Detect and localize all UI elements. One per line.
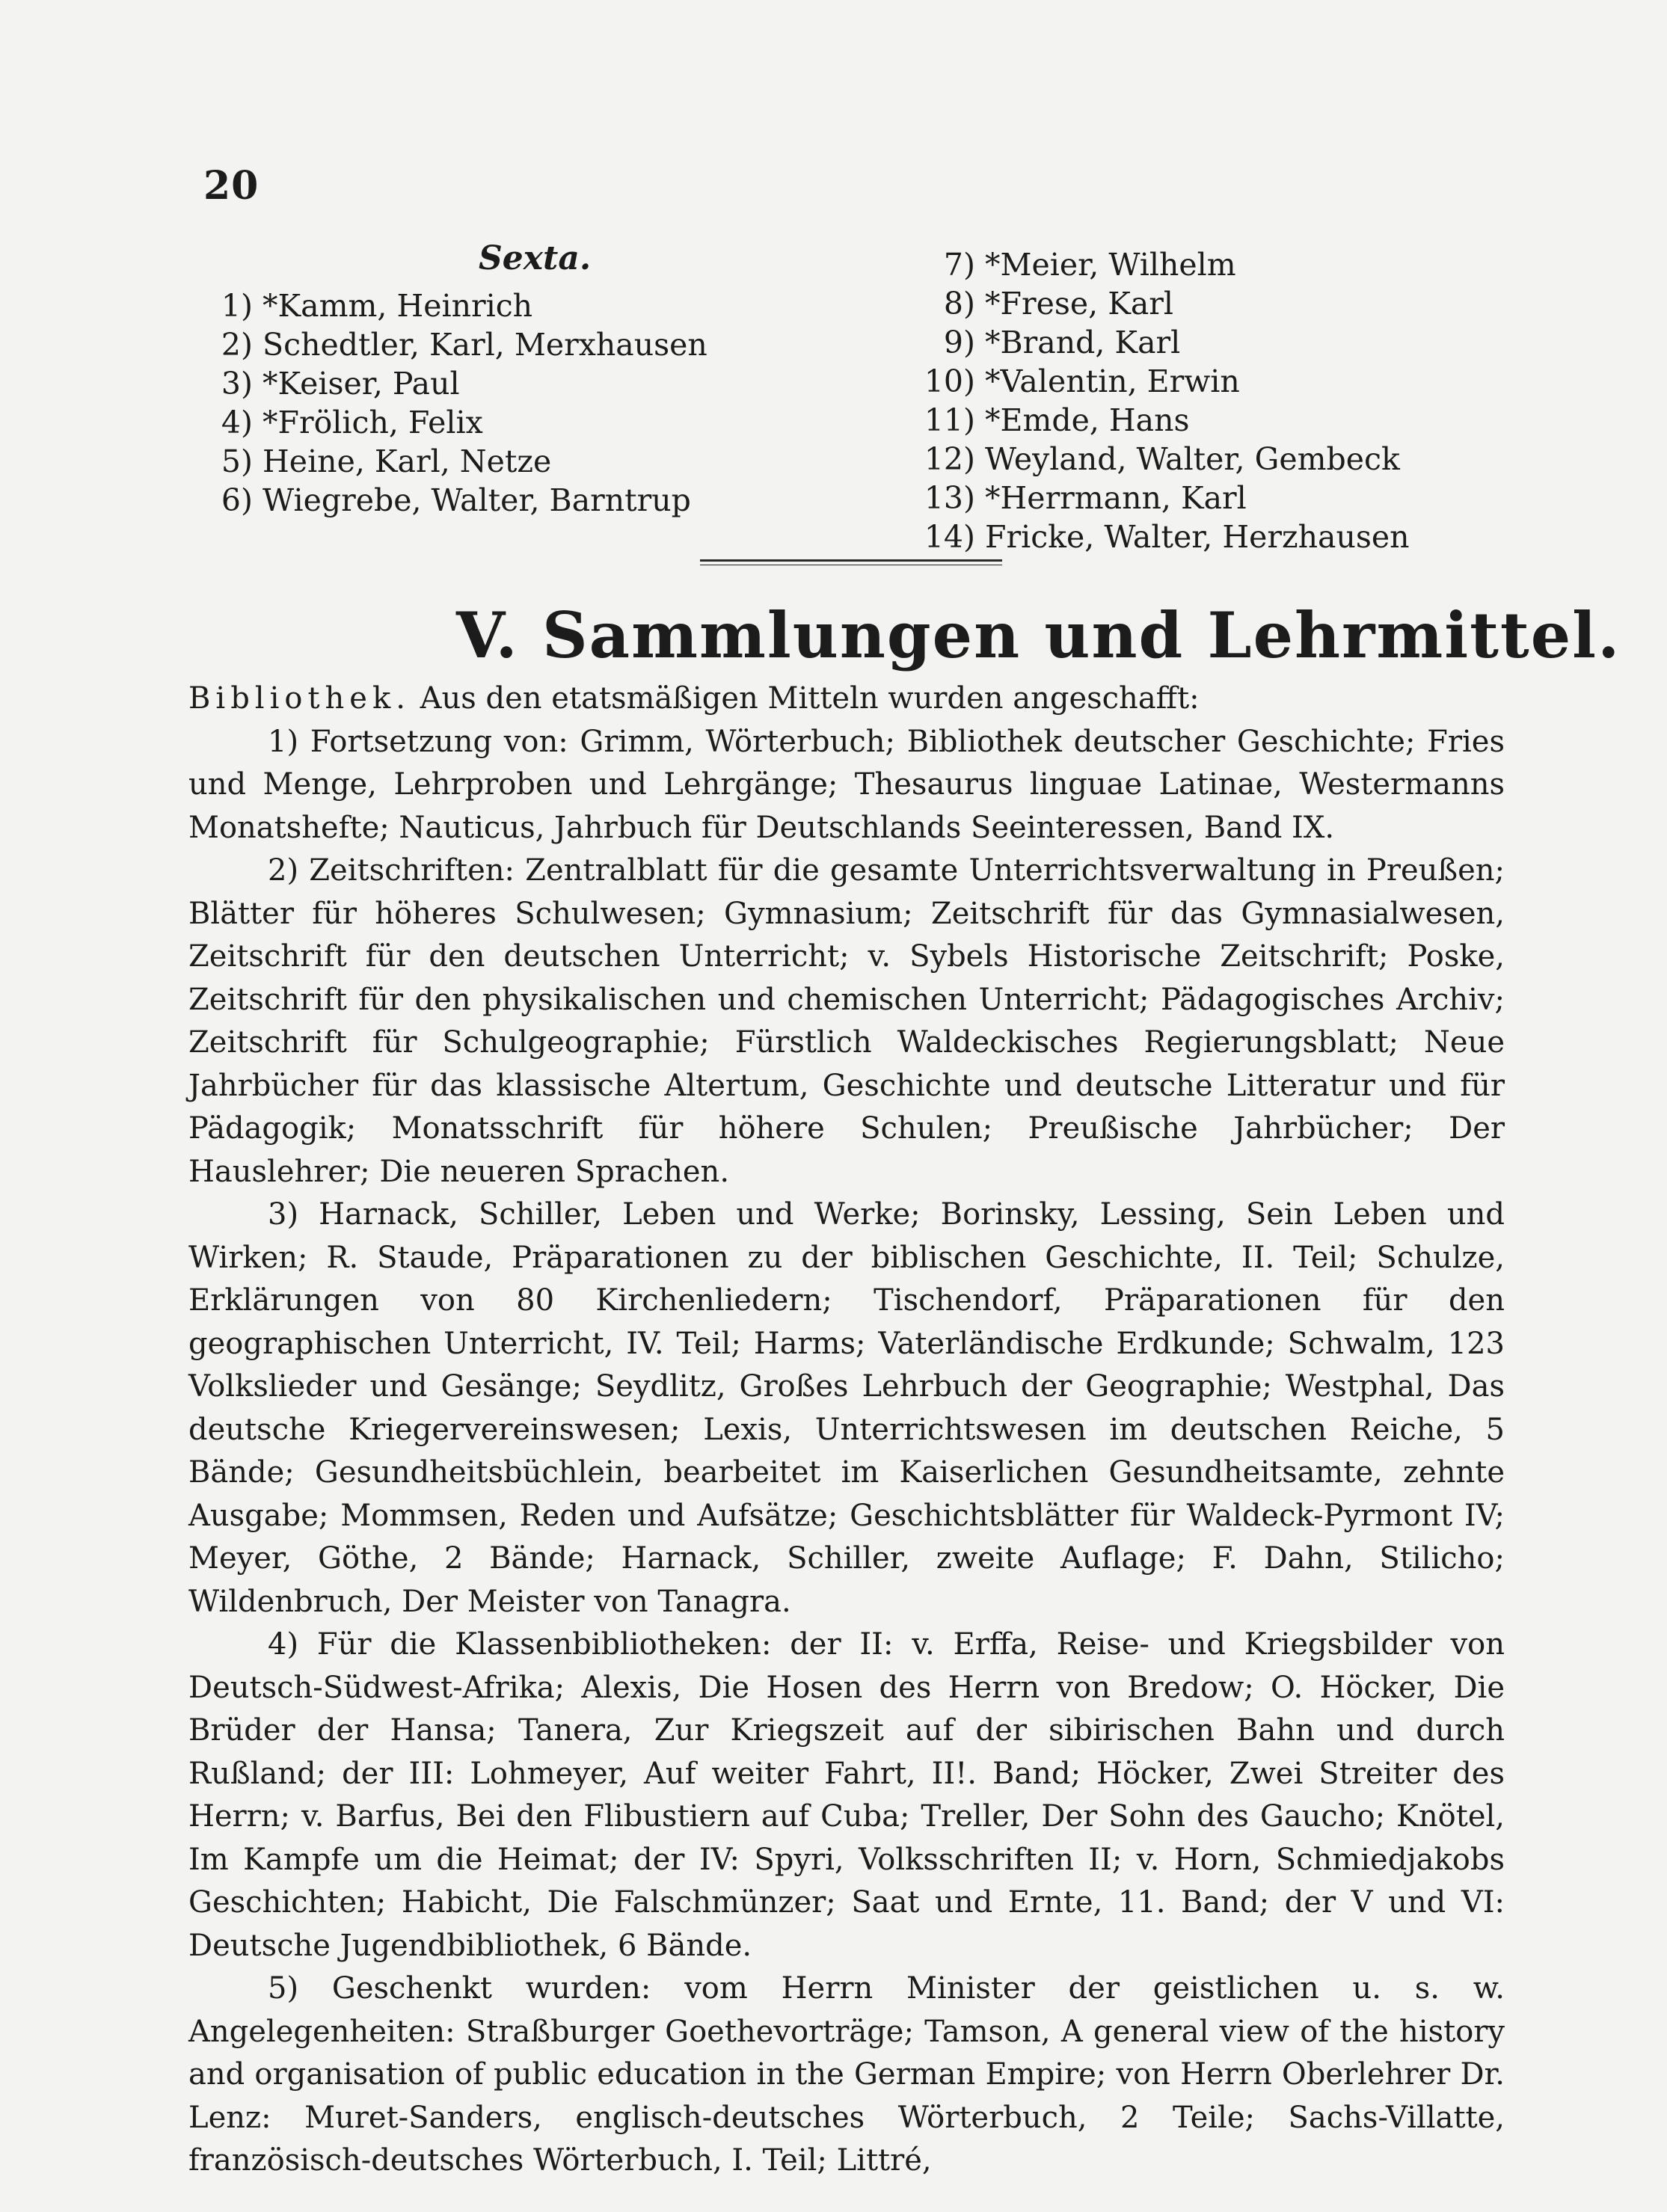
entry-number: 8) <box>943 286 975 322</box>
entry-number: 6) <box>221 482 253 518</box>
student-entry <box>897 323 1410 362</box>
paragraph: 1) Fortsetzung von: Grimm, Wörterbuch; Bibliothek deutscher Geschichte; Fries und Menge, Lehrproben und Lehrgänge; Thesaurus linguae Latinae, Westermanns Monatshefte; Nauticus, Jahrbuch für Deutschlands Seeinteressen, Band IX. <box>188 724 1505 845</box>
student-name: *Emde, Hans <box>985 402 1190 438</box>
student-name: *Herrmann, Karl <box>985 480 1247 516</box>
student-entry <box>203 325 707 364</box>
student-entry <box>897 479 1410 517</box>
paragraph: 5) Geschenkt wurden: vom Herrn Minister der geistlichen u. s. w. Angelegenheiten: Straßburger Goethevorträge; Tamson, A general view of the history and organisation of public education in the German Empire; von Herrn Oberlehrer Dr. Lenz: Muret-Sanders, englisch-deutsches Wörterbuch, 2 Teile; Sachs-Villatte, französisch-deutsches Wörterbuch, I. Teil; Littré, <box>188 1971 1505 2178</box>
entry-number: 4) <box>221 405 253 440</box>
entry-number: 13) <box>924 480 975 516</box>
intro-label: Bibliothek. <box>188 681 411 716</box>
student-entry <box>897 517 1410 556</box>
student-entry <box>897 362 1410 401</box>
student-entry <box>897 284 1410 323</box>
entry-number: 5) <box>221 443 253 479</box>
intro-text: Aus den etatsmäßigen Mitteln wurden angeschafft: <box>420 681 1200 716</box>
student-list-right <box>897 245 1410 556</box>
page-number: 20 <box>203 163 260 209</box>
paragraph: 4) Für die Klassenbibliotheken: der II: v. Erffa, Reise- und Kriegsbilder von Deutsch-Südwest-Afrika; Alexis, Die Hosen des Herrn von Bredow; O. Höcker, Die Brüder der Hansa; Tanera, Zur Kriegszeit auf der sibirischen Bahn und durch Rußland; der III: Lohmeyer, Auf weiter Fahrt, II!. Band; Höcker, Zwei Streiter des Herrn; v. Barfus, Bei den Flibustiern auf Cuba; Treller, Der Sohn des Gaucho; Knötel, Im Kampfe um die Heimat; der IV: Spyri, Volksschriften II; v. Horn, Schmiedjakobs Geschichten; Habicht, Die Falschmünzer; Saat und Ernte, 11. Band; der V und VI: Deutsche Jugendbibliothek, 6 Bände. <box>188 1627 1505 1963</box>
section-body <box>188 678 1505 2183</box>
entry-number: 11) <box>924 402 975 438</box>
student-entry <box>897 401 1410 440</box>
entry-number: 9) <box>943 325 975 360</box>
entry-number: 1) <box>221 288 253 324</box>
student-name: Heine, Karl, Netze <box>263 443 552 479</box>
student-name: Schedtler, Karl, Merxhausen <box>263 327 707 363</box>
entry-number: 12) <box>924 441 975 477</box>
intro-line <box>188 678 1505 721</box>
entry-number: 7) <box>943 247 975 283</box>
student-name: *Kamm, Heinrich <box>263 288 533 324</box>
student-name: *Valentin, Erwin <box>985 363 1240 399</box>
student-entry <box>203 286 707 325</box>
student-entry <box>897 245 1410 284</box>
class-heading: Sexta. <box>479 239 592 277</box>
student-list-left <box>203 286 707 520</box>
student-name: *Frölich, Felix <box>263 405 483 440</box>
section-title: V. Sammlungen und Lehrmittel. <box>456 598 1621 672</box>
student-entry <box>203 442 707 481</box>
student-name: *Meier, Wilhelm <box>985 247 1236 283</box>
entry-number: 10) <box>924 363 975 399</box>
student-name: *Brand, Karl <box>985 325 1181 360</box>
entry-number: 2) <box>221 327 253 363</box>
student-name: Fricke, Walter, Herzhausen <box>985 519 1410 555</box>
student-entry <box>203 403 707 442</box>
paragraph: 2) Zeitschriften: Zentralblatt für die gesamte Unterrichtsverwaltung in Preußen; Blätter für höheres Schulwesen; Gymnasium; Zeitschrift für das Gymnasialwesen, Zeitschrift für den deutschen Unterricht; v. Sybels Historische Zeitschrift; Poske, Zeitschrift für den physikalischen und chemischen Unterricht; Pädagogisches Archiv; Zeitschrift für Schulgeographie; Fürstlich Waldeckisches Regierungsblatt; Neue Jahrbücher für das klassische Altertum, Geschichte und deutsche Litteratur und für Pädagogik; Monatsschrift für höhere Schulen; Preußische Jahrbücher; Der Hauslehrer; Die neueren Sprachen. <box>188 853 1505 1189</box>
student-entry <box>203 364 707 403</box>
paragraph: 3) Harnack, Schiller, Leben und Werke; Borinsky, Lessing, Sein Leben und Wirken; R. Staude, Präparationen zu der biblischen Geschichte, II. Teil; Schulze, Erklärungen von 80 Kirchenliedern; Tischendorf, Präparationen für den geographischen Unterricht, IV. Teil; Harms; Vaterländische Erdkunde; Schwalm, 123 Volkslieder und Gesänge; Seydlitz, Großes Lehrbuch der Geographie; Westphal, Das deutsche Kriegervereinswesen; Lexis, Unterrichtswesen im deutschen Reiche, 5 Bände; Gesundheitsbüchlein, bearbeitet im Kaiserlichen Gesundheitsamte, zehnte Ausgabe; Mommsen, Reden und Aufsätze; Geschichtsblätter für Waldeck-Pyrmont IV; Meyer, Göthe, 2 Bände; Harnack, Schiller, zweite Auflage; F. Dahn, Stilicho; Wildenbruch, Der Meister von Tanagra. <box>188 1197 1505 1619</box>
section-divider <box>700 559 1002 565</box>
student-name: *Frese, Karl <box>985 286 1174 322</box>
student-name: Wiegrebe, Walter, Barntrup <box>263 482 691 518</box>
student-name: *Keiser, Paul <box>263 366 460 402</box>
student-name: Weyland, Walter, Gembeck <box>985 441 1400 477</box>
student-entry <box>203 481 707 520</box>
entry-number: 3) <box>221 366 253 402</box>
student-entry <box>897 440 1410 479</box>
entry-number: 14) <box>924 519 975 555</box>
